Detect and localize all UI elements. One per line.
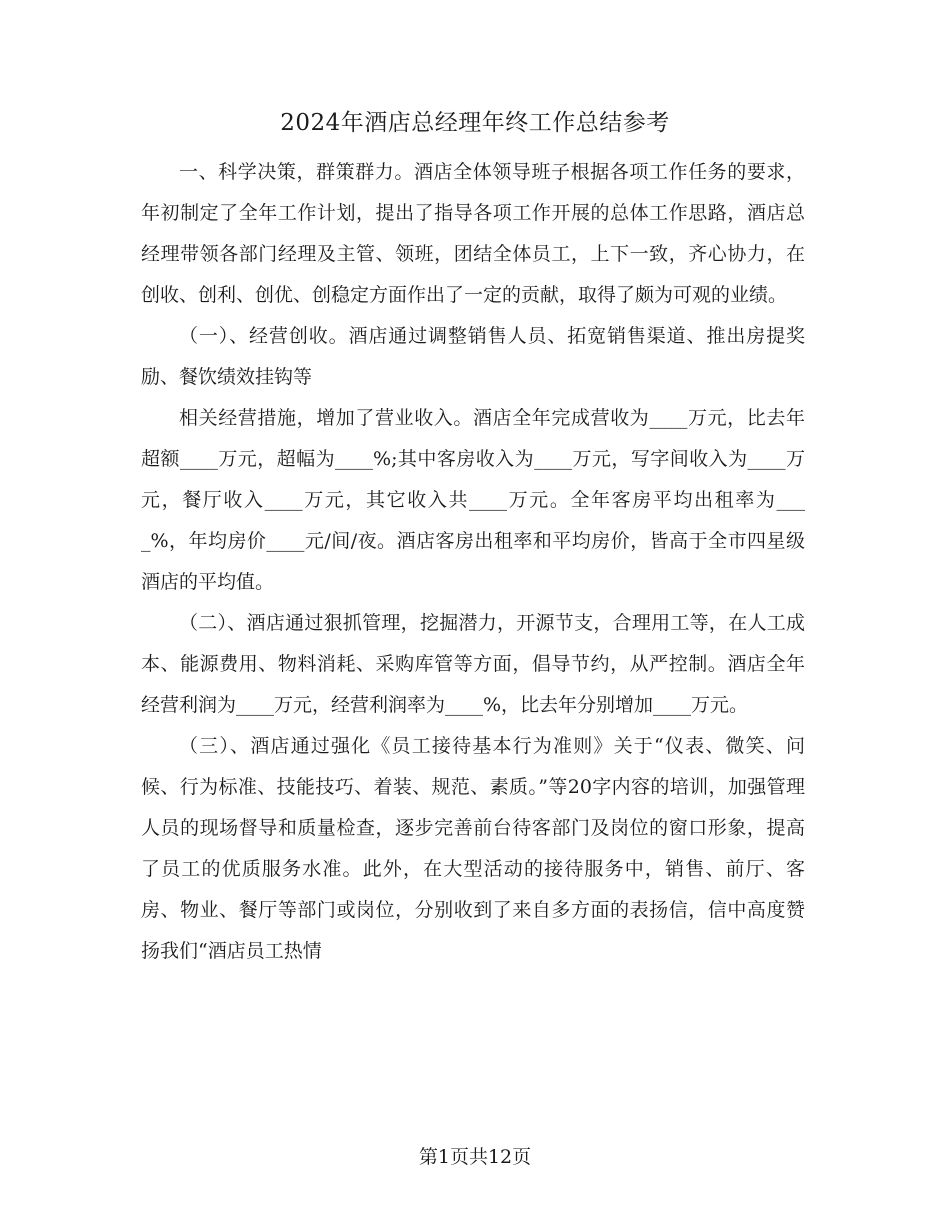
paragraph: 相关经营措施，增加了营业收入。酒店全年完成营收为____万元，比去年超额____万元，超幅为____%;其中客房收入为____万元，写字间收入为____万元，餐厅收入____万元，其它收入共____万元。全年客房平均出租率为____%，年均房价____元/间/夜。酒店客房出租率和平均房价，皆高于全市四星级酒店的平均值。 xyxy=(141,407,805,593)
paragraph: （一）、经营创收。酒店通过调整销售人员、拓宽销售渠道、推出房提奖励、餐饮绩效挂钩等 xyxy=(141,325,805,388)
paragraph: （三）、酒店通过强化《员工接待基本行为准则》关于“仪表、微笑、问候、行为标准、技能技巧、着装、规范、素质。”等20字内容的培训，加强管理人员的现场督导和质量检查，逐步完善前台待客部门及岗位的窗口形象，提高了员工的优质服务水准。此外，在大型活动的接待服务中，销售、前厅、客房、物业、餐厅等部门或岗位，分别收到了来自多方面的表扬信，信中高度赞扬我们“酒店员工热情 xyxy=(141,735,805,962)
page-number: 第1页共12页 xyxy=(418,1146,532,1168)
document-body xyxy=(141,152,805,972)
paragraph: （二）、酒店通过狠抓管理，挖掘潜力，开源节支，合理用工等，在人工成本、能源费用、物料消耗、采购库管等方面，倡导节约，从严控制。酒店全年经营利润为____万元，经营利润率为____%，比去年分别增加____万元。 xyxy=(141,612,805,716)
paragraph: 一、科学决策，群策群力。酒店全体领导班子根据各项工作任务的要求，年初制定了全年工作计划，提出了指导各项工作开展的总体工作思路，酒店总经理带领各部门经理及主管、领班，团结全体员工，上下一致，齐心协力，在创收、创利、创优、创稳定方面作出了一定的贡献，取得了颇为可观的业绩。 xyxy=(141,161,805,306)
document-title: 2024年酒店总经理年终工作总结参考 xyxy=(280,110,670,136)
